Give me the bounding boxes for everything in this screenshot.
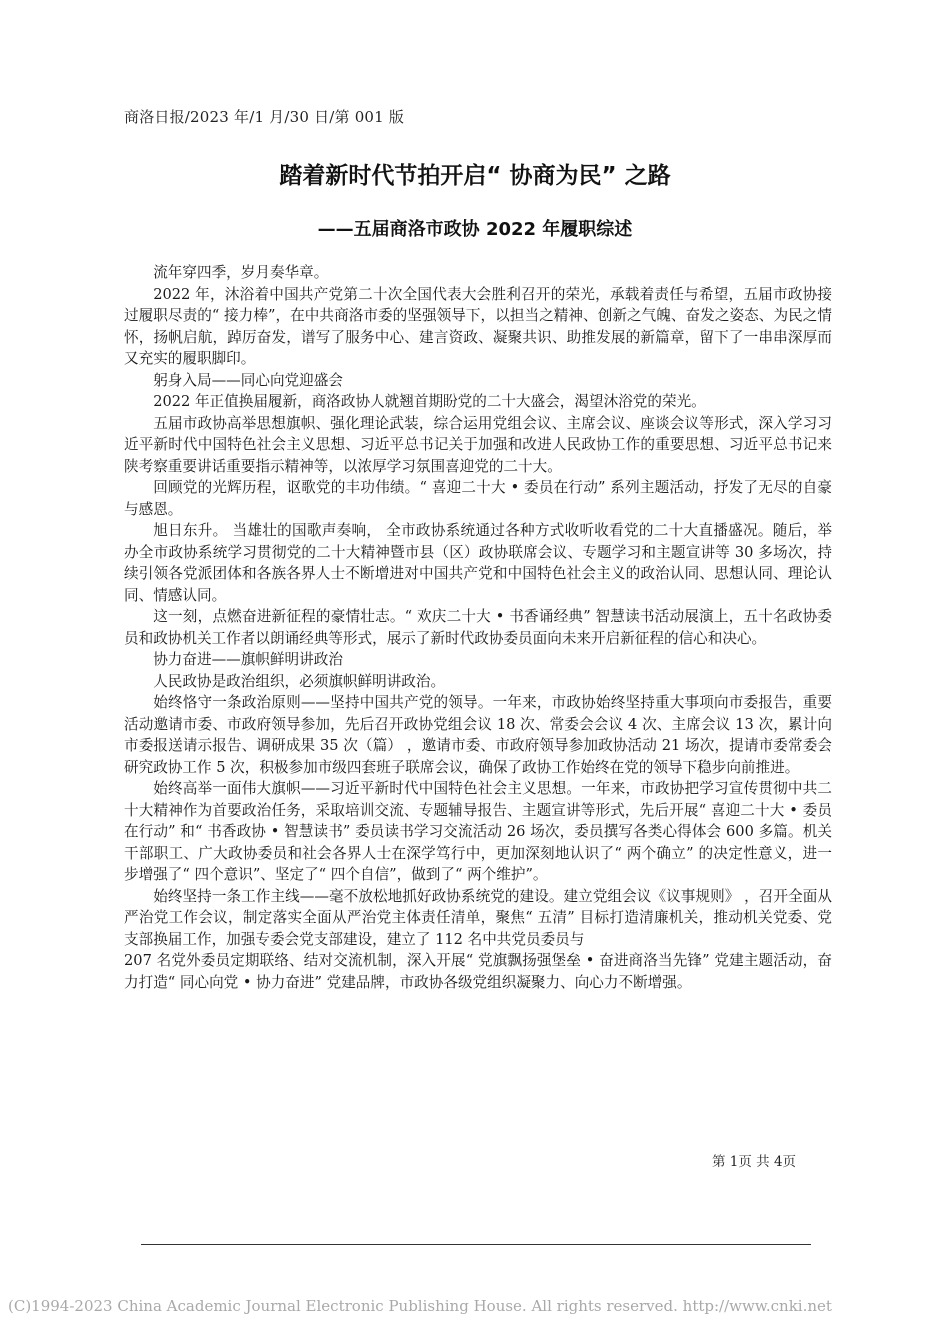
paragraph: 始终高举一面伟大旗帜——习近平新时代中国特色社会主义思想。一年来，市政协把学习宣传贯彻中共二十大精神作为首要政治任务，采取培训交流、专题辅导报告、主题宣讲等形式，先后开展“ 喜迎二十大 • 委员在行动” 和“ 书香政协 • 智慧读书” 委员读书学习交流活动 26 场次，委员撰写各类心得体会 600 多篇。机关干部职工、广大政协委员和社会各界人士在深学笃行中，更加深刻地认识了“ 两个确立” 的决定性意义，进一步增强了“ 四个意识”、坚定了“ 四个自信”，做到了“ 两个维护”。 (124, 780, 832, 883)
paragraph: 2022 年，沐浴着中国共产党第二十次全国代表大会胜利召开的荣光，承载着责任与希望，五届市政协接过履职尽责的“ 接力棒”，在中共商洛市委的坚强领导下，以担当之精神、创新之气魄、奋发之姿态、为民之情怀，扬帆启航，踔厉奋发，谱写了服务中心、建言资政、凝聚共识、助推发展的新篇章，留下了一串串深厚而又充实的履职脚印。 (124, 285, 832, 367)
paragraph-continuation: 207 名党外委员定期联络、结对交流机制，深入开展“ 党旗飘扬强堡垒 • 奋进商洛当先锋” 党建主题活动，奋力打造“ 同心向党 • 协力奋进” 党建品牌，市政协各级党组织凝聚力、向心力不断增强。 (124, 952, 832, 991)
footer-divider (141, 1244, 811, 1245)
page-indicator: 第 1页 共 4页 (712, 1154, 797, 1170)
copyright-footer: (C)1994-2023 China Academic Journal Electronic Publishing House. All rights reserved. http://www.cnki.net (8, 1297, 832, 1315)
article-body (124, 262, 832, 993)
section-heading: 协力奋进——旗帜鲜明讲政治 (153, 651, 343, 668)
article-subtitle: ——五届商洛市政协 2022 年履职综述 (317, 219, 633, 240)
paragraph: 回顾党的光辉历程，讴歌党的丰功伟绩。“ 喜迎二十大 • 委员在行动” 系列主题活动，抒发了无尽的自豪与感恩。 (124, 479, 832, 518)
paragraph: 旭日东升。 当雄壮的国歌声奏响， 全市政协系统通过各种方式收听收看党的二十大直播盛况。随后，举办全市政协系统学习贯彻党的二十大精神暨市县（区）政协联席会议、专题学习和主题宣讲等 30 多场次，持续引领各党派团体和各族各界人士不断增进对中国共产党和中国特色社会主义的政治认同、思想认同、理论认同、情感认同。 (124, 522, 832, 604)
article-title: 踏着新时代节拍开启“ 协商为民” 之路 (279, 163, 671, 189)
paragraph: 始终坚持一条工作主线——毫不放松地抓好政协系统党的建设。建立党组会议《议事规则》 ，召开全面从严治党工作会议，制定落实全面从严治党主体责任清单，聚焦“ 五清” 目标打造清廉机关，推动机关党委、党支部换届工作，加强专委会党支部建设，建立了 112 名中共党员委员与 (124, 887, 832, 948)
paragraph: 五届市政协高举思想旗帜、强化理论武装，综合运用党组会议、主席会议、座谈会议等形式，深入学习习近平新时代中国特色社会主义思想、习近平总书记关于加强和改进人民政协工作的重要思想、习近平总书记来陕考察重要讲话重要指示精神等，以浓厚学习氛围喜迎党的二十大。 (124, 414, 832, 475)
paragraph: 始终恪守一条政治原则——坚持中国共产党的领导。一年来，市政协始终坚持重大事项向市委报告，重要活动邀请市委、市政府领导参加，先后召开政协党组会议 18 次、常委会会议 4 次、主席会议 13 次，累计向市委报送请示报告、调研成果 35 次（篇） ，邀请市委、市政府领导参加政协活动 21 场次，提请市委常委会研究政协工作 5 次，积极参加市级四套班子联席会议，确保了政协工作始终在党的领导下稳步向前推进。 (124, 694, 832, 776)
paragraph: 人民政协是政治组织，必须旗帜鲜明讲政治。 (153, 672, 446, 690)
publication-source: 商洛日报/2023 年/1 月/30 日/第 001 版 (124, 108, 405, 126)
paragraph: 2022 年正值换届履新，商洛政协人就翘首期盼党的二十大盛会，渴望沐浴党的荣光。 (153, 393, 706, 410)
paragraph: 这一刻，点燃奋进新征程的豪情壮志。“ 欢庆二十大 • 书香诵经典” 智慧读书活动展演上，五十名政协委员和政协机关工作者以朗诵经典等形式，展示了新时代政协委员面向未来开启新征程的信心和决心。 (124, 608, 832, 647)
section-heading: 躬身入局——同心向党迎盛会 (153, 371, 343, 389)
paragraph: 流年穿四季，岁月奏华章。 (153, 264, 329, 281)
